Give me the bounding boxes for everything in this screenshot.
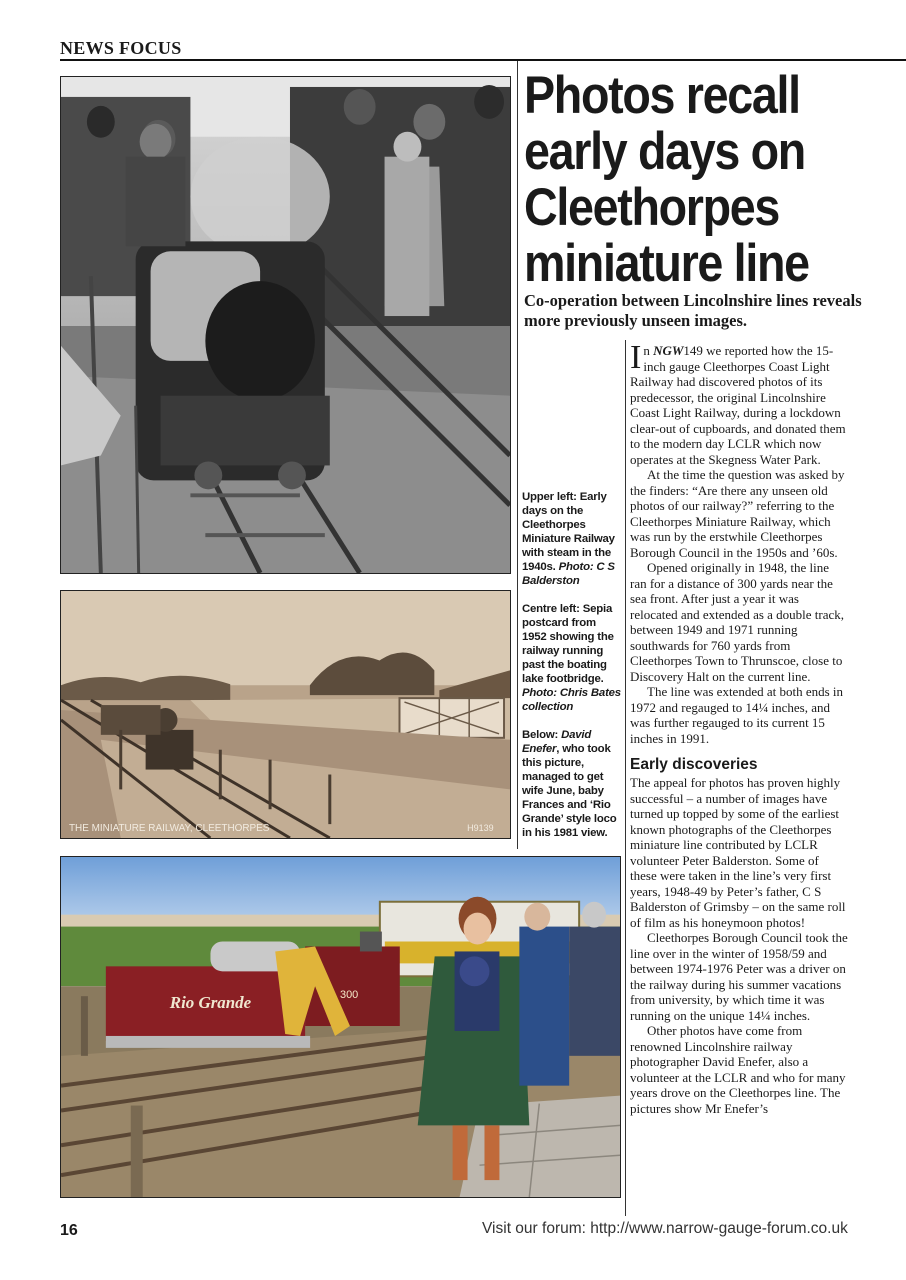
loco-number: 300 [340,989,359,1002]
subhead-early-discoveries: Early discoveries [630,756,758,773]
caption-below-name: David Enefer [522,729,592,755]
photo-1981-rio-grande [60,856,621,1198]
forum-link[interactable]: Visit our forum: http://www.narrow-gauge-forum.co.uk [482,1220,848,1237]
caption-upper-left-credit: Photo: C S Balderston [522,561,615,587]
caption-below: Below: David Enefer, who took this picture, managed to get wife June, baby Frances and ‘Rio Grande’ style loco in his 1981 view. [522,729,617,839]
body-paragraph-7: Other photos have come from renowned Lincolnshire railway photographer David Enefer, also a volunteer at the LCLR and who for many years drove on the Cleethorpes line. The pictures show Mr Enefer’s [630,1023,846,1116]
body-paragraph-5: The appeal for photos has proven highly successful – a number of images have turned up topped by some of the earliest known photographs of the Cleethorpes miniature line contributed by LCLR volunteer Peter Balderston. Some of these were taken in the line’s very first years, 1948-49 by Peter’s father, C S Balderston of Grimsby – on the same roll of film as his honeymoon photos! [630,775,846,930]
article-body [630,339,848,1116]
body-column-rule [625,340,626,1216]
ngw-reference: NGW [653,343,684,358]
body-paragraph-2: At the time the question was asked by the finders: “Are there any unseen old photos of our railway?” referring to the Cleethorpes Miniature Railway, which was run by the erstwhile Cleethorpes Borough Council in the 1950s and ’60s. [630,467,845,560]
body-paragraph-6: Cleethorpes Borough Council took the line over in the winter of 1958/59 and between 1974-1976 Peter was a driver on the railway during his summer vacations from university, by which time it was running on the unique 14¼ inches. [630,930,848,1023]
headline: Photos recall early days on Cleethorpes miniature line [524,66,809,293]
photo-1940s-steam-loco [60,76,511,574]
body-paragraph-4: The line was extended at both ends in 1972 and regauged to 14¼ inches, and was further regauged to its current 15 inches in 1991. [630,684,844,746]
body-paragraph-1: In NGW149 we reported how the 15-inch gauge Cleethorpes Coast Light Railway had discovered photos of its predecessor, the original Lincolnshire Coast Light Railway, during a lockdown clear-out of cupboards, and donated them to the modern day LCLR which now operates at the Skegness Water Park. [630,339,846,467]
rio-grande-lettering: Rio Grande [169,993,252,1013]
standfirst: Co-operation between Lincolnshire lines reveals more previously unseen images. [524,291,862,330]
caption-centre-left: Centre left: Sepia postcard from 1952 showing the railway running past the boating lake footbridge. Photo: Chris Bates collection [522,603,621,713]
postcard-caption-text: THE MINIATURE RAILWAY, CLEETHORPES [68,823,270,835]
postcard-number-text: H9139 [467,823,494,834]
section-label: NEWS FOCUS [60,38,182,58]
caption-centre-left-credit: Photo: Chris Bates collection [522,687,621,713]
body-paragraph-3: Opened originally in 1948, the line ran for a distance of 300 yards near the sea front. After just a year it was relocated and extended as a double track, between 1949 and 1971 running southwards for 760 yards from Cleethorpes Town to Thrunscoe, close to Discovery Halt on the current line. [630,560,845,684]
caption-upper-left: Upper left: Early days on the Cleethorpes Miniature Railway with steam in the 1940s. Photo: C S Balderston [522,491,615,587]
column-rule [517,61,518,849]
page-number: 16 [60,1222,78,1239]
photo-sepia-postcard [60,590,511,839]
drop-cap: I [630,339,642,376]
header-rule [60,59,906,61]
photo-captions [522,490,622,854]
